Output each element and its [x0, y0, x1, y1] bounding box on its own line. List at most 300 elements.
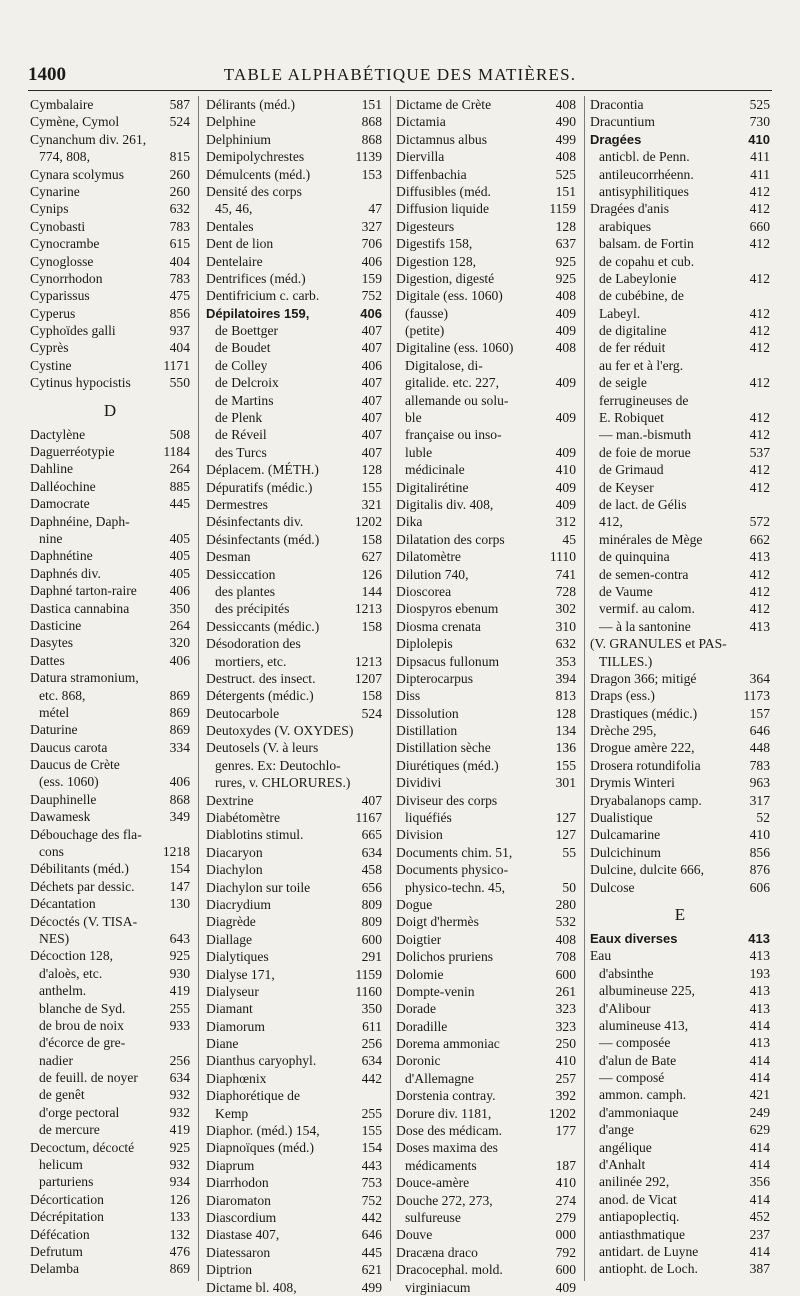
entry-term: Dahline	[30, 461, 74, 477]
entry-page-ref: 406	[361, 253, 382, 269]
entry-term: Dauphinelle	[30, 791, 97, 807]
index-entry	[590, 409, 770, 426]
index-entry	[396, 913, 576, 930]
entry-term: Cymène, Cymol	[30, 114, 120, 130]
entry-page-ref: 321	[361, 496, 382, 512]
entry-page-ref: 419	[169, 1122, 190, 1138]
entry-term: Diabétomètre	[206, 810, 280, 826]
entry-page-ref: 154	[361, 1140, 382, 1156]
entry-term: Damocrate	[30, 496, 90, 512]
entry-page-ref: 421	[749, 1087, 770, 1103]
entry-page-ref: 550	[169, 375, 190, 391]
entry-term: de brou de noix	[39, 1017, 124, 1033]
entry-page-ref: 409	[555, 375, 576, 391]
entry-page-ref: 144	[361, 583, 382, 599]
entry-page-ref: 752	[361, 1192, 382, 1208]
index-entry	[30, 773, 190, 790]
entry-page-ref: 260	[169, 183, 190, 199]
index-entry	[590, 826, 770, 843]
entry-term: — composé	[599, 1070, 665, 1086]
entry-term: Daphnétine	[30, 548, 93, 564]
entry-page-ref: 130	[169, 896, 190, 912]
entry-term: Dipterocarpus	[396, 670, 474, 686]
entry-term: de copahu et cub.	[599, 253, 695, 269]
index-entry	[590, 374, 770, 391]
entry-page-ref: 783	[169, 218, 190, 234]
entry-term: Dilution 740,	[396, 566, 469, 582]
index-entry	[30, 1243, 190, 1260]
entry-term: Dulcichinum	[590, 844, 661, 860]
entry-page-ref: 963	[749, 775, 770, 791]
index-entry	[396, 600, 576, 617]
entry-term: Dattes	[30, 652, 65, 668]
index-entry	[30, 287, 190, 304]
entry-term: Dryabalanops camp.	[590, 792, 702, 808]
entry-page-ref: 407	[361, 375, 382, 391]
entry-page-ref: 406	[169, 652, 190, 668]
entry-page-ref: 409	[555, 323, 576, 339]
index-entry	[206, 1279, 382, 1296]
entry-term: Décortication	[30, 1191, 104, 1207]
entry-page-ref: 414	[749, 1191, 770, 1207]
entry-page-ref: 634	[169, 1070, 190, 1086]
index-entry	[206, 131, 382, 148]
entry-page-ref: 646	[361, 1227, 382, 1243]
entry-term: 774, 808,	[39, 149, 90, 165]
entry-page-ref: 47	[368, 201, 382, 217]
index-entry	[590, 1017, 770, 1034]
entry-page-ref: 932	[169, 1104, 190, 1120]
entry-term: de cubébine, de	[599, 288, 684, 304]
index-entry	[206, 948, 382, 965]
index-entry	[206, 1052, 382, 1069]
entry-term: Delphine	[206, 114, 256, 130]
index-entry	[396, 444, 576, 461]
index-entry	[590, 461, 770, 478]
entry-term: Cystine	[30, 357, 72, 373]
index-entry	[590, 531, 770, 548]
index-entry	[206, 635, 382, 652]
entry-page-ref: 249	[749, 1104, 770, 1120]
entry-term: Datura stramonium,	[30, 670, 139, 686]
entry-term: Cyprès	[30, 340, 69, 356]
index-column-2	[206, 96, 382, 1295]
entry-page-ref: 133	[169, 1209, 190, 1225]
entry-term: antisyphilitiques	[599, 183, 689, 199]
entry-page-ref: 600	[555, 1262, 576, 1278]
entry-term: au fer et à l'erg.	[599, 357, 684, 373]
entry-term: d'ammoniaque	[599, 1104, 679, 1120]
index-entry	[206, 235, 382, 252]
entry-page-ref: 257	[555, 1070, 576, 1086]
index-entry	[30, 652, 190, 669]
entry-page-ref: 606	[749, 879, 770, 895]
section-letter: D	[103, 400, 117, 420]
entry-term: Dracæna draco	[396, 1244, 478, 1260]
entry-term: Dictame de Crète	[396, 97, 492, 112]
index-entry	[396, 1087, 576, 1104]
entry-term: Dorade	[396, 1001, 437, 1017]
index-entry	[396, 792, 576, 809]
entry-term: de mercure	[39, 1122, 100, 1138]
entry-page-ref: 524	[169, 114, 190, 130]
entry-term: Dawamesk	[30, 809, 91, 825]
index-entry	[396, 166, 576, 183]
index-entry	[206, 913, 382, 930]
index-entry	[30, 808, 190, 825]
entry-page-ref: 656	[361, 879, 382, 895]
index-entry	[590, 287, 770, 304]
index-entry	[30, 1173, 190, 1190]
entry-page-ref: 356	[749, 1174, 770, 1190]
index-entry	[206, 879, 382, 896]
index-entry	[206, 653, 382, 670]
entry-page-ref: 442	[361, 1070, 382, 1086]
index-entry	[590, 513, 770, 530]
index-entry	[396, 548, 576, 565]
index-entry	[30, 965, 190, 982]
entry-page-ref: 255	[169, 1000, 190, 1016]
index-entry	[396, 218, 576, 235]
entry-page-ref: 407	[361, 792, 382, 808]
entry-term: Diamant	[206, 1001, 253, 1017]
entry-term: Désodoration des	[206, 636, 301, 652]
entry-term: Dentales	[206, 218, 254, 234]
entry-term: Dogue	[396, 896, 433, 912]
entry-term: Division	[396, 827, 443, 843]
entry-page-ref: 632	[555, 636, 576, 652]
entry-page-ref: 000	[555, 1227, 576, 1243]
entry-term: de Vaume	[599, 583, 653, 599]
entry-page-ref: 741	[555, 566, 576, 582]
index-entry	[590, 444, 770, 461]
entry-page-ref: 475	[169, 288, 190, 304]
entry-term: Dictame bl. 408,	[206, 1279, 297, 1295]
entry-page-ref: 407	[361, 427, 382, 443]
entry-page-ref: 809	[361, 896, 382, 912]
entry-page-ref: 708	[555, 949, 576, 965]
entry-term: liquéfiés	[405, 810, 452, 826]
index-entry	[30, 860, 190, 877]
entry-term: Cynobasti	[30, 218, 86, 234]
entry-page-ref: 869	[169, 704, 190, 720]
entry-term: gitalide. etc. 227,	[405, 375, 499, 391]
entry-term: Diffenbachia	[396, 166, 467, 182]
index-entry	[590, 218, 770, 235]
index-entry	[30, 600, 190, 617]
index-entry	[206, 600, 382, 617]
entry-page-ref: 408	[555, 149, 576, 165]
index-entry	[396, 305, 576, 322]
entry-page-ref: 301	[555, 775, 576, 791]
index-entry	[396, 374, 576, 391]
index-entry	[396, 861, 576, 878]
index-entry	[590, 166, 770, 183]
entry-page-ref: 407	[361, 410, 382, 426]
index-entry	[30, 305, 190, 322]
index-entry	[206, 861, 382, 878]
entry-term: Diaprum	[206, 1157, 255, 1173]
entry-page-ref: 408	[555, 931, 576, 947]
entry-term: Dépuratifs (médic.)	[206, 479, 313, 495]
index-entry	[30, 617, 190, 634]
entry-page-ref: 499	[555, 131, 576, 147]
index-entry	[30, 478, 190, 495]
index-entry	[30, 1086, 190, 1103]
index-entry	[590, 1052, 770, 1069]
entry-term: Diamorum	[206, 1018, 265, 1034]
entry-page-ref: 237	[749, 1226, 770, 1242]
index-entry	[590, 879, 770, 896]
entry-page-ref: 728	[555, 583, 576, 599]
index-entry	[206, 166, 382, 183]
entry-page-ref: 404	[169, 253, 190, 269]
entry-page-ref: 128	[361, 462, 382, 478]
index-entry	[30, 1139, 190, 1156]
index-entry	[396, 1000, 576, 1017]
entry-term: (ess. 1060)	[39, 774, 99, 790]
entry-term: Digitalis div. 408,	[396, 496, 494, 512]
entry-page-ref: 320	[169, 635, 190, 651]
entry-term: Cyparissus	[30, 288, 90, 304]
index-entry	[396, 270, 576, 287]
index-entry	[206, 1087, 382, 1104]
index-entry	[396, 1244, 576, 1261]
index-entry	[396, 809, 576, 826]
entry-term: anthelm.	[39, 983, 87, 999]
index-entry	[206, 757, 382, 774]
entry-page-ref: 730	[749, 114, 770, 130]
entry-page-ref: 925	[169, 1139, 190, 1155]
entry-term: Défécation	[30, 1226, 90, 1242]
entry-page-ref: 869	[169, 722, 190, 738]
entry-page-ref: 932	[169, 1087, 190, 1103]
entry-term: Doigtier	[396, 931, 442, 947]
entry-page-ref: 600	[555, 966, 576, 982]
index-entry	[396, 287, 576, 304]
entry-page-ref: 868	[169, 791, 190, 807]
page-header	[28, 62, 772, 91]
index-entry	[590, 809, 770, 826]
index-entry	[30, 357, 190, 374]
entry-page-ref: 406	[360, 305, 382, 321]
entry-term: de feuill. de noyer	[39, 1070, 138, 1086]
index-entry	[206, 1244, 382, 1261]
entry-page-ref: 524	[361, 705, 382, 721]
entry-term: nine	[39, 530, 63, 546]
index-entry	[590, 844, 770, 861]
entry-term: de Réveil	[215, 427, 267, 443]
entry-term: minérales de Mège	[599, 531, 703, 547]
entry-page-ref: 637	[555, 236, 576, 252]
entry-page-ref: 412	[749, 427, 770, 443]
entry-term: Dépilatoires 159,	[206, 305, 310, 321]
index-entry	[590, 1034, 770, 1051]
index-entry	[590, 305, 770, 322]
entry-page-ref: 412	[749, 236, 770, 252]
entry-term: Cytinus hypocistis	[30, 375, 131, 391]
index-entry	[206, 583, 382, 600]
entry-term: Densité des corps	[206, 183, 302, 199]
entry-page-ref: 187	[555, 1157, 576, 1173]
entry-term: Diatessaron	[206, 1244, 271, 1260]
entry-term: Débouchage des fla-	[30, 826, 142, 842]
entry-term: Diffusibles (méd.	[396, 183, 491, 199]
index-entry	[30, 982, 190, 999]
entry-page-ref: 256	[169, 1052, 190, 1068]
index-entry	[30, 547, 190, 564]
index-entry	[590, 600, 770, 617]
entry-page-ref: 409	[555, 410, 576, 426]
entry-term: Deutocarbole	[206, 705, 280, 721]
entry-term: Diss	[396, 688, 421, 704]
entry-page-ref: 154	[169, 861, 190, 877]
index-entry	[206, 218, 382, 235]
entry-page-ref: 443	[361, 1157, 382, 1173]
entry-page-ref: 410	[555, 462, 576, 478]
index-entry	[590, 270, 770, 287]
index-entry	[30, 1069, 190, 1086]
index-entry	[30, 443, 190, 460]
index-entry	[30, 113, 190, 130]
entry-term: Diervilla	[396, 149, 445, 165]
index-entry	[396, 844, 576, 861]
entry-page-ref: 634	[361, 844, 382, 860]
entry-page-ref: 933	[169, 1017, 190, 1033]
entry-term: d'écorce de gre-	[39, 1035, 126, 1051]
entry-page-ref: 408	[555, 97, 576, 112]
entry-page-ref: 752	[361, 288, 382, 304]
entry-term: Dolomie	[396, 966, 444, 982]
index-entry	[30, 1000, 190, 1017]
entry-page-ref: 151	[361, 97, 382, 112]
entry-page-ref: 264	[169, 617, 190, 633]
index-entry	[396, 757, 576, 774]
entry-page-ref: 334	[169, 739, 190, 755]
entry-term: Dextrine	[206, 792, 254, 808]
index-entry	[30, 166, 190, 183]
entry-page-ref: 409	[555, 305, 576, 321]
entry-page-ref: 783	[169, 270, 190, 286]
entry-page-ref: 1159	[549, 201, 576, 217]
index-entry	[396, 531, 576, 548]
entry-page-ref: 155	[555, 757, 576, 773]
index-entry	[396, 1139, 576, 1156]
index-entry	[30, 930, 190, 947]
entry-page-ref: 413	[749, 618, 770, 634]
entry-term: Deutosels (V. à leurs	[206, 740, 319, 756]
entry-term: Draps (ess.)	[590, 688, 655, 704]
entry-term: Diptrion	[206, 1262, 253, 1278]
page-number: 1400	[28, 64, 66, 85]
entry-page-ref: 157	[749, 705, 770, 721]
index-entry	[30, 687, 190, 704]
index-columns	[30, 96, 772, 1295]
entry-term: Cynoglosse	[30, 253, 94, 269]
entry-page-ref: 408	[555, 288, 576, 304]
index-entry	[590, 861, 770, 878]
entry-term: rures, v. CHLORURES.)	[215, 775, 351, 791]
index-entry	[30, 513, 190, 530]
index-entry	[30, 947, 190, 964]
index-entry	[396, 113, 576, 130]
index-entry	[590, 739, 770, 756]
entry-term: Dividivi	[396, 775, 442, 791]
entry-term: Diaphor. (méd.) 154,	[206, 1123, 320, 1139]
index-entry	[30, 235, 190, 252]
entry-term: alumineuse 413,	[599, 1017, 689, 1033]
index-entry	[590, 1173, 770, 1190]
entry-term: Dalléochine	[30, 478, 96, 494]
entry-page-ref: 634	[361, 1053, 382, 1069]
entry-page-ref: 1213	[354, 601, 382, 617]
entry-term: de Colley	[215, 357, 268, 373]
index-entry	[206, 1157, 382, 1174]
index-entry	[590, 322, 770, 339]
index-entry	[206, 566, 382, 583]
index-entry	[206, 739, 382, 756]
entry-term: Digitaline (ess. 1060)	[396, 340, 514, 356]
entry-page-ref: 274	[555, 1192, 576, 1208]
index-entry	[396, 235, 576, 252]
index-entry	[590, 96, 770, 113]
entry-page-ref: 413	[749, 983, 770, 999]
entry-term: de Boudet	[215, 340, 271, 356]
entry-term: antiasthmatique	[599, 1226, 686, 1242]
index-entry	[30, 148, 190, 165]
index-entry	[396, 426, 576, 443]
index-entry	[30, 1226, 190, 1243]
entry-term: Documents physico-	[396, 862, 509, 878]
index-entry	[206, 1139, 382, 1156]
index-entry	[30, 739, 190, 756]
index-entry	[396, 826, 576, 843]
entry-page-ref: 1213	[354, 653, 382, 669]
entry-term: helicum	[39, 1157, 83, 1173]
entry-page-ref: 1207	[354, 670, 382, 686]
entry-term: Eaux diverses	[590, 930, 678, 946]
entry-page-ref: 876	[749, 862, 770, 878]
entry-page-ref: 407	[361, 323, 382, 339]
index-entry	[206, 826, 382, 843]
entry-term: de semen-contra	[599, 566, 689, 582]
index-entry	[206, 896, 382, 913]
index-column-3	[396, 96, 576, 1295]
index-entry	[590, 357, 770, 374]
index-entry	[206, 339, 382, 356]
entry-page-ref: 406	[169, 583, 190, 599]
entry-term: Dose des médicam.	[396, 1123, 503, 1139]
entry-page-ref: 126	[361, 566, 382, 582]
index-entry	[590, 687, 770, 704]
entry-page-ref: 646	[749, 723, 770, 739]
entry-term: de Martins	[215, 392, 274, 408]
index-entry	[206, 113, 382, 130]
entry-term: Deutoxydes (V. OXYDES)	[206, 723, 354, 739]
entry-page-ref: 134	[555, 723, 576, 739]
entry-page-ref: 280	[555, 896, 576, 912]
entry-term: Dika	[396, 514, 423, 530]
index-entry	[590, 635, 770, 652]
entry-page-ref: 407	[361, 340, 382, 356]
index-entry	[396, 200, 576, 217]
index-entry	[30, 826, 190, 843]
entry-page-ref: 323	[555, 1018, 576, 1034]
entry-term: Drèche 295,	[590, 723, 657, 739]
index-entry	[590, 792, 770, 809]
entry-page-ref: 869	[169, 687, 190, 703]
entry-term: de quinquina	[599, 549, 670, 565]
